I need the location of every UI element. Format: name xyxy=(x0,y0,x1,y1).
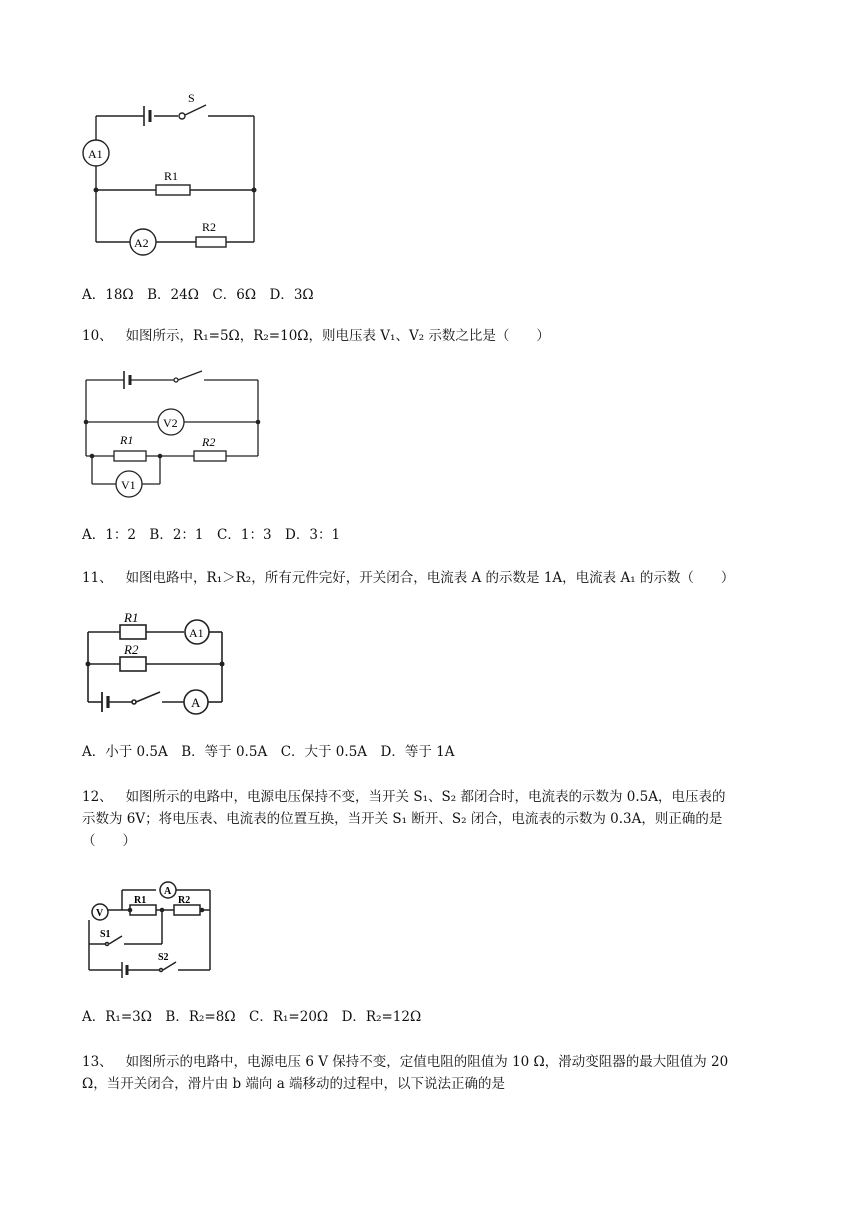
q11-circuit-diagram xyxy=(80,608,240,724)
q12-r2-label: R2 xyxy=(178,895,191,906)
q12-number: 12、 xyxy=(82,789,113,805)
q9-a2-label: A2 xyxy=(134,236,149,250)
q12-stem-line2: 示数为 6V；将电压表、电流表的位置互换，当开关 S₁ 断开、S₂ 闭合，电流表的示数为 0.3A，则正确的是 xyxy=(82,811,723,827)
q10-stem xyxy=(82,325,550,347)
q12-text-1: 如图所示的电路中，电源电压保持不变，当开关 S₁、S₂ 都闭合时，电流表的示数为 0.5A，电压表的 xyxy=(125,789,726,805)
q12-r1-label: R1 xyxy=(134,895,147,906)
q10-v2-label: V2 xyxy=(163,416,178,430)
q11-a-label: A xyxy=(191,695,201,710)
q13-stem-line1 xyxy=(82,1051,728,1073)
q9-r1-label: R1 xyxy=(164,169,179,183)
q11-r2-label: R2 xyxy=(124,642,139,657)
q11-text: 如图电路中，R₁＞R₂，所有元件完好，开关闭合，电流表 A 的示数是 1A，电流表 A₁ 的示数（ ） xyxy=(125,570,735,586)
q11-stem xyxy=(82,567,734,589)
q12-circuit-diagram xyxy=(84,876,230,980)
q13-number: 13、 xyxy=(82,1054,113,1070)
q11-options: A．小于 0.5A B．等于 0.5A C．大于 0.5A D．等于 1A xyxy=(82,744,455,760)
q10-r1-label: R1 xyxy=(120,433,134,447)
q11-a1-label: A1 xyxy=(189,626,204,640)
q13-text-1: 如图所示的电路中，电源电压 6 V 保持不变，定值电阻的阻值为 10 Ω，滑动变阻器的最大阻值为 20 xyxy=(125,1054,729,1070)
q11-number: 11、 xyxy=(82,570,113,586)
q12-s1-label: S1 xyxy=(100,929,111,940)
q9-circuit-diagram xyxy=(78,88,268,258)
q10-circuit-diagram xyxy=(78,366,268,500)
q10-r2-label: R2 xyxy=(202,435,216,449)
q12-stem-line3: （ ） xyxy=(82,833,136,849)
q10-number: 10、 xyxy=(82,328,113,344)
q12-s2-label: S2 xyxy=(158,952,169,963)
q11-r1-label: R1 xyxy=(124,610,139,625)
q9-a1-label: A1 xyxy=(88,147,103,161)
q9-switch-label: S xyxy=(188,91,195,105)
q9-r2-label: R2 xyxy=(202,220,217,234)
q12-options: A．R₁=3Ω B．R₂=8Ω C．R₁=20Ω D．R₂=12Ω xyxy=(82,1009,422,1025)
q10-v1-label: V1 xyxy=(121,478,136,492)
q12-v-label: V xyxy=(96,908,104,919)
q12-a-label: A xyxy=(164,886,172,897)
q10-options: A．1：2 B．2：1 C．1：3 D．3：1 xyxy=(82,527,341,543)
q9-options: A．18Ω B．24Ω C．6Ω D．3Ω xyxy=(82,287,314,303)
q10-text: 如图所示，R₁=5Ω，R₂=10Ω，则电压表 V₁、V₂ 示数之比是（ ） xyxy=(125,328,550,344)
q13-stem-line2: Ω，当开关闭合，滑片由 b 端向 a 端移动的过程中，以下说法正确的是 xyxy=(82,1076,506,1092)
q12-stem-line1 xyxy=(82,786,725,808)
